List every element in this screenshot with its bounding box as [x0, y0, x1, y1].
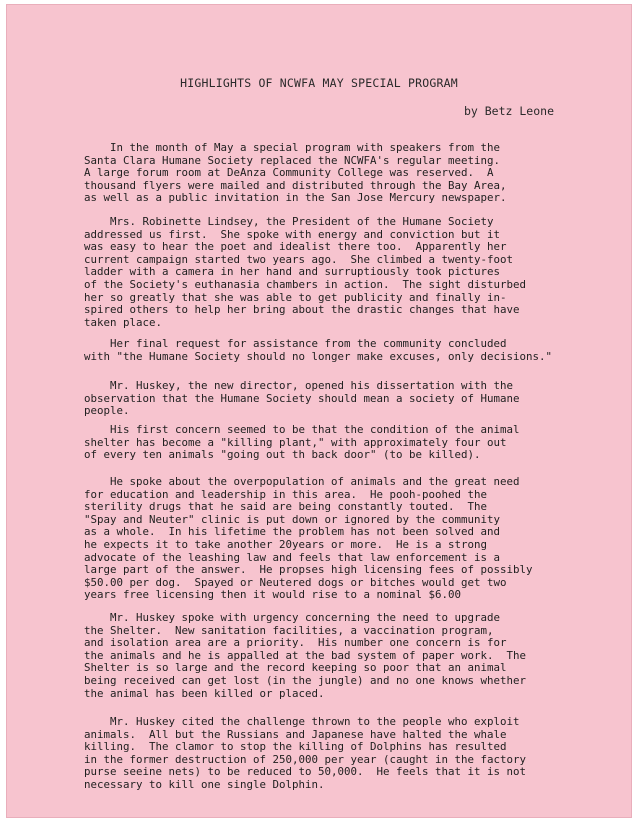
paragraph-shelter-upgrade: Mr. Huskey spoke with urgency concerning the need to upgrade the Shelter. New sanitation facilities, a vaccination program, and isolation area are a priority. His number one concern is for the animals and he is appalled at the bad system of paper work. The Shelter is so large and the record keeping so poor that an animal being received can get lost (in the jungle) and no one knows whether the animal has been killed or placed. [84, 611, 527, 700]
newsletter-page [6, 4, 632, 818]
paragraph-huskey-intro: Mr. Huskey, the new director, opened his dissertation with the observation that the Humane Society should mean a society of Humane people. [84, 379, 520, 418]
paragraph-exploit-challenge: Mr. Huskey cited the challenge thrown to the people who exploit animals. All but the Russians and Japanese have halted the whale killing. The clamor to stop the killing of Dolphins has resulted in the former destruction of 250,000 per year (caught in the factory purse seeine nets) to be reduced to 50,000. He feels that it is not necessary to kill one single Dolphin. [84, 715, 527, 791]
paragraph-lindsey: Mrs. Robinette Lindsey, the President of the Humane Society addressed us first. She spoke with energy and conviction but it was easy to hear the poet and idealist there too. Apparently her current campaign started two years ago. She climbed a twenty-foot ladder with a camera in her hand and surruptiously took pictures of the Society's euthanasia chambers in action. The sight disturbed her so greatly that she was able to get publicity and finally in- spired others to help her bring about the drastic changes that have taken place. [84, 215, 527, 329]
paragraph-final-request: Her final request for assistance from the community concluded with "the Humane Society should no longer make excuses, only decisions." [84, 337, 553, 363]
paragraph-overpopulation: He spoke about the overpopulation of animals and the great need for education and leadership in this area. He pooh-poohed the sterility drugs that he said are being constantly touted. The "Spay and Neuter" clinic is put down or ignored by the community as a whole. In his lifetime the problem has not been solved and he expects it to take another 20years or more. He is a strong advocate of the leashing law and feels that law enforcement is a large part of the answer. He propses high licensing fees of possibly $50.00 per dog. Spayed or Neutered dogs or bitches would get two years free licensing then it would rise to a nominal $6.00 [84, 475, 533, 602]
author-byline: by Betz Leone [463, 104, 554, 118]
paragraph-shelter-concern: His first concern seemed to be that the condition of the animal shelter has become a "killing plant," with approximately four out of every ten animals "going out th back door" (to be killed). [84, 423, 520, 462]
article-title: HIGHLIGHTS OF NCWFA MAY SPECIAL PROGRAM [180, 76, 458, 90]
paragraph-intro: In the month of May a special program with speakers from the Santa Clara Humane Society replaced the NCWFA's regular meeting. A large forum room at DeAnza Community College was reserved. A thousand flyers were mailed and distributed through the Bay Area, as well as a public invitation in the San Jose Mercury newspaper. [84, 141, 507, 205]
